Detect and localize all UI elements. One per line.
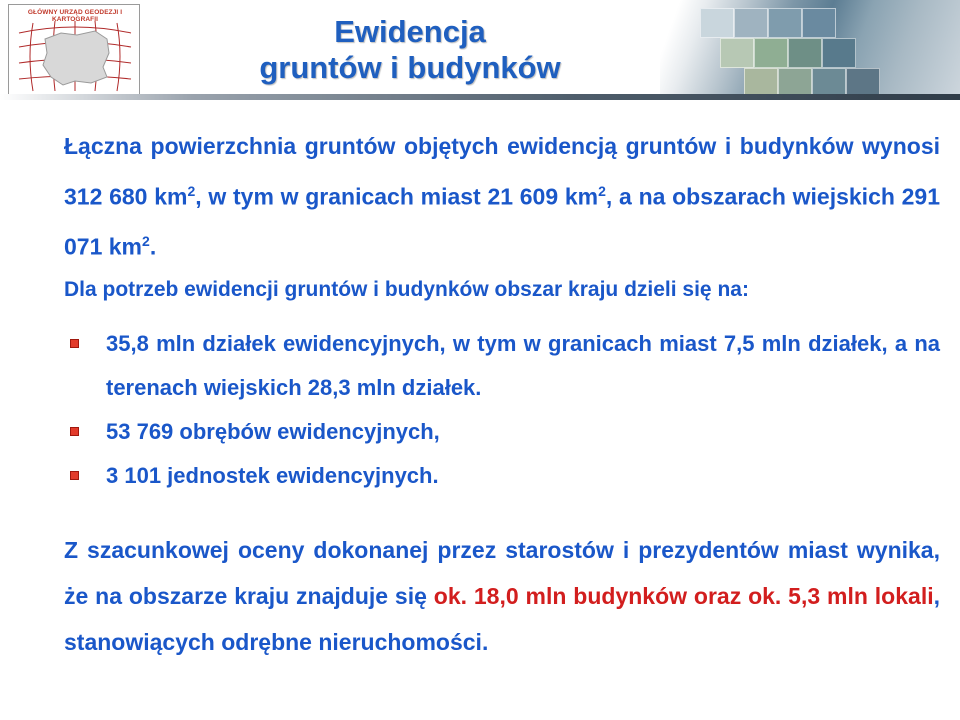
header-divider — [0, 94, 960, 100]
estimate-text-a: Z szacunkowej oceny dokonanej przez starostów i prezydentów miast wynika, że na obszarze kraju znajduje się — [64, 537, 940, 609]
buildings-estimate-paragraph — [64, 527, 940, 665]
gugik-logo — [8, 4, 140, 96]
total-area-paragraph — [64, 124, 940, 269]
list-item — [64, 322, 940, 410]
slide-title — [140, 14, 680, 86]
list-item — [64, 410, 940, 454]
bullet-square-icon — [70, 427, 79, 436]
logo-text: GŁÓWNY URZĄD GEODEZJI I KARTOGRAFII — [27, 9, 123, 23]
rural-area-unit-sup: 2 — [142, 232, 150, 249]
total-area-unit-sup: 2 — [187, 182, 196, 199]
bullet-text: 3 101 jednostek ewidencyjnych. — [106, 463, 439, 488]
estimate-text-b: , stanowiących odrębne nieruchomości. — [64, 583, 940, 655]
title-line-2: gruntów i budynków — [259, 50, 561, 85]
area-text-d: . — [149, 233, 157, 260]
bullet-text: 53 769 obrębów ewidencyjnych, — [106, 419, 440, 444]
estimate-highlight: ok. 18,0 mln budynków oraz ok. 5,3 mln lokali — [433, 583, 934, 609]
total-area-value: 312 680 km — [64, 183, 188, 210]
urban-area-value: 21 609 km — [487, 183, 599, 210]
bullet-square-icon — [70, 339, 79, 348]
division-bullet-list — [64, 322, 940, 498]
bullet-text: 35,8 mln działek ewidencyjnych, w tym w granicach miast 7,5 mln działek, a na terenach wiejskich 28,3 mln działek. — [106, 331, 940, 400]
bullet-square-icon — [70, 471, 79, 480]
title-line-1: Ewidencja — [334, 14, 486, 49]
division-intro-paragraph: Dla potrzeb ewidencji gruntów i budynków obszar kraju dzieli się na: — [64, 278, 749, 301]
slide-header — [0, 0, 960, 100]
area-text-b: , w tym w granicach miast — [195, 183, 488, 210]
satellite-mosaic-image — [660, 0, 960, 98]
urban-area-unit-sup: 2 — [598, 182, 606, 199]
area-text-a: Łączna powierzchnia gruntów objętych ewidencją gruntów i budynków wynosi — [64, 133, 940, 159]
list-item — [64, 454, 940, 498]
area-text-c: , a na obszarach wiejskich — [605, 183, 902, 210]
poland-map-icon — [15, 19, 135, 93]
rural-area-value: 291 071 km — [64, 183, 941, 260]
